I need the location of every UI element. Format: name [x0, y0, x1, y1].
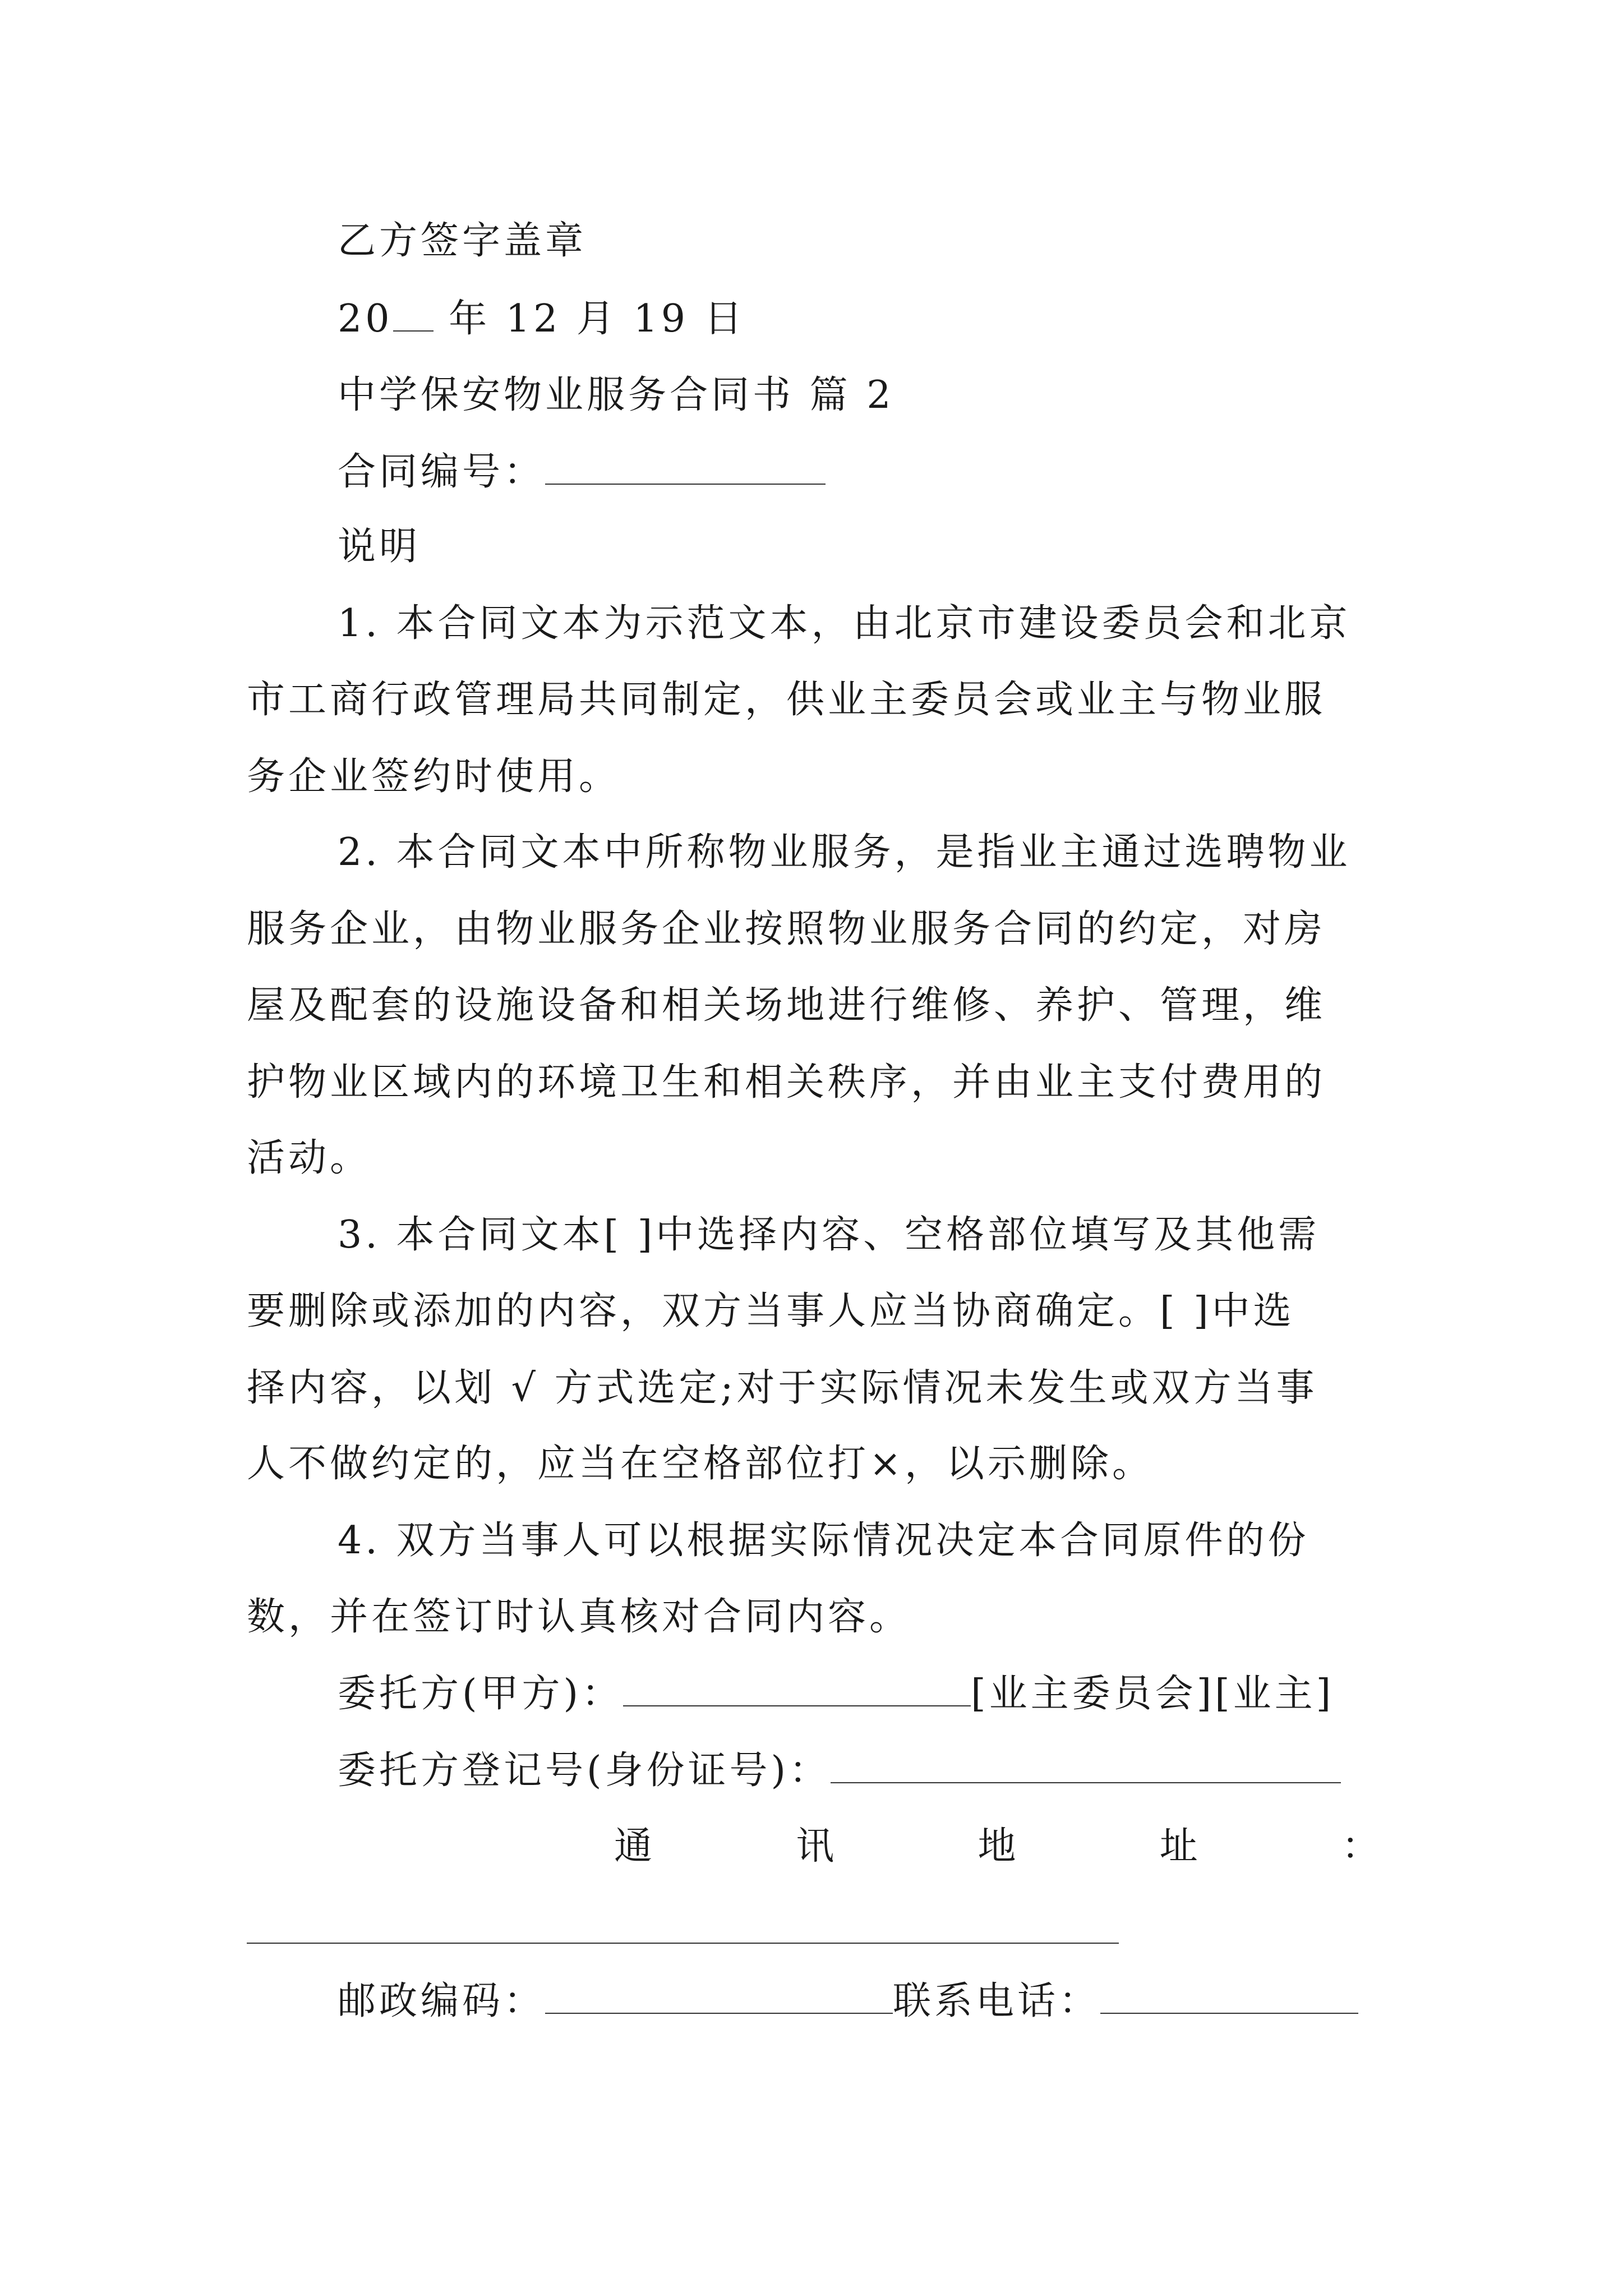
- address-char: 讯: [796, 1824, 834, 1869]
- signature-date: [338, 296, 746, 342]
- note-3-line: 择内容，以划 √ 方式选定;对于实际情况未发生或双方当事: [247, 1366, 1318, 1410]
- address-char: ：: [1341, 1824, 1380, 1869]
- party-a-address-blank: [247, 1943, 1119, 1944]
- party-a-registration-label: 委托方登记号(身份证号)：: [338, 1749, 831, 1793]
- party-b-signature-label: 乙方签字盖章: [338, 219, 587, 263]
- date-rest: 年 12 月 19 日: [449, 297, 746, 341]
- party-a-address-label: [614, 1824, 1380, 1869]
- postcode-label: 邮政编码：: [338, 1979, 546, 2023]
- date-year-prefix: 20: [338, 297, 393, 341]
- address-char: 地: [978, 1824, 1016, 1869]
- note-1-line: 1. 本合同文本为示范文本，由北京市建设委员会和北京: [338, 601, 1351, 646]
- phone-label: 联系电话：: [893, 1979, 1101, 2023]
- note-1-line: 务企业签约时使用。: [247, 754, 621, 799]
- note-2-line: 服务企业，由物业服务企业按照物业服务合同的约定，对房: [247, 907, 1326, 951]
- contract-number-row: [338, 449, 826, 495]
- note-2-line: 活动。: [247, 1136, 372, 1180]
- note-3-line: 要删除或添加的内容，双方当事人应当协商确定。[ ]中选: [247, 1289, 1295, 1333]
- document-title: 中学保安物业服务合同书 篇 2: [338, 373, 895, 417]
- note-4-line: 4. 双方当事人可以根据实际情况决定本合同原件的份: [338, 1519, 1310, 1563]
- phone-blank: [1100, 1978, 1358, 2014]
- note-1-line: 市工商行政管理局共同制定，供业主委员会或业主与物业服: [247, 678, 1326, 722]
- note-4-line: 数，并在签订时认真核对合同内容。: [247, 1595, 911, 1639]
- party-a-contact-row: [338, 1978, 1358, 2024]
- note-2-line: 屋及配套的设施设备和相关场地进行维修、养护、管理，维: [247, 983, 1326, 1028]
- contract-number-blank: [545, 449, 826, 485]
- note-2-line: 护物业区域内的环境卫生和相关秩序，并由业主支付费用的: [247, 1060, 1326, 1105]
- party-a-registration-row: [338, 1747, 1341, 1793]
- address-char: 址: [1159, 1824, 1198, 1869]
- notes-heading: 说明: [338, 524, 421, 569]
- party-a-label: 委托方(甲方)：: [338, 1672, 624, 1716]
- contract-number-label: 合同编号：: [338, 450, 546, 494]
- party-a-registration-blank: [831, 1747, 1341, 1783]
- party-a-name-blank: [623, 1671, 971, 1706]
- postcode-blank: [545, 1978, 893, 2014]
- party-a-options: [业主委员会][业主]: [971, 1672, 1335, 1716]
- note-2-line: 2. 本合同文本中所称物业服务，是指业主通过选聘物业: [338, 830, 1351, 875]
- party-a-row: [338, 1671, 1334, 1717]
- date-year-blank: [393, 296, 434, 332]
- note-3-line: 人不做约定的，应当在空格部位打×，以示删除。: [247, 1442, 1154, 1486]
- note-3-line: 3. 本合同文本[ ]中选择内容、空格部位填写及其他需: [338, 1213, 1320, 1257]
- address-char: 通: [614, 1824, 653, 1869]
